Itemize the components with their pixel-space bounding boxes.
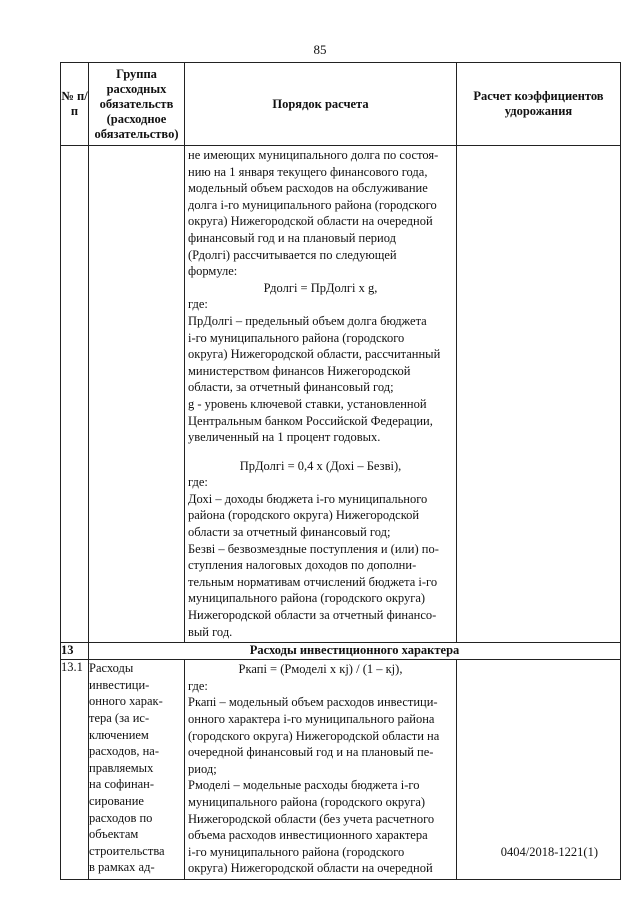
text-line: муниципального района (городского округа) xyxy=(188,591,426,606)
where-label-3: где: xyxy=(188,678,208,693)
text-line: округа) Нижегородской области, рассчитанный xyxy=(188,347,441,362)
text-line: муниципального района (городского округа) xyxy=(188,794,426,809)
text-line: Рмоделі – модельные расходы бюджета i-го xyxy=(188,778,420,793)
text-line: Дохі – доходы бюджета i-го муниципального xyxy=(188,491,428,506)
text-line: онного харак- xyxy=(89,694,163,709)
continuation-procedure-cell xyxy=(185,146,457,643)
text-line: правляемых xyxy=(89,760,154,775)
text-line: Нижегородской области (без учета расчетного xyxy=(188,811,435,826)
page-number: 85 xyxy=(313,42,327,57)
text-line: ключением xyxy=(89,727,149,742)
text-line: i-го муниципального района (городского xyxy=(188,844,405,859)
text-line: формуле: xyxy=(188,264,238,279)
section-number: 13 xyxy=(61,643,89,660)
text-line: онного характера i-го муниципального района xyxy=(188,712,435,726)
text-line: Ркапі – модельный объем расходов инвестици- xyxy=(188,695,438,710)
document-code: 0404/2018-1221(1) xyxy=(500,845,598,859)
text-line: тельным нормативам отчислений бюджета i-го xyxy=(188,574,438,589)
text-line: ступления налоговых доходов по дополни- xyxy=(188,558,417,573)
text-line: Нижегородской области за отчетный финансо- xyxy=(188,608,437,623)
text-line: вый год. xyxy=(188,624,233,639)
continuation-group-cell xyxy=(89,146,185,643)
continuation-row xyxy=(61,146,621,643)
text-line: g - уровень ключевой ставки, установленной xyxy=(188,396,427,411)
text-line: строительства xyxy=(89,843,165,858)
formula-rdolg: Рдолгі = ПрДолгі x g, xyxy=(263,280,378,295)
text-line: ПрДолгі – предельный объем долга бюджета xyxy=(188,313,427,328)
row-group-cell xyxy=(89,660,185,880)
header-num: № п/п xyxy=(61,63,89,146)
text-line: в рамках ад- xyxy=(89,860,155,875)
text-line: (Рдолгі) рассчитывается по следующей xyxy=(188,247,397,262)
text-line: района (городского округа) Нижегородской xyxy=(188,508,420,523)
section-row xyxy=(61,643,621,660)
text-line: на софинан- xyxy=(89,777,155,792)
text-line: i-го муниципального района (городского xyxy=(188,330,405,345)
text-line: Расходы xyxy=(89,661,134,676)
text-line: финансовый год и на плановый период xyxy=(188,230,396,245)
continuation-num-cell xyxy=(61,146,89,643)
text-line: инвестици- xyxy=(89,677,150,692)
text-line: объектам xyxy=(89,827,139,842)
text-line: области за отчетный финансовый год; xyxy=(188,525,391,540)
text-line: тера (за ис- xyxy=(89,711,150,725)
text-line: округа) Нижегородской области на очередной xyxy=(188,861,433,876)
text-line: расходов по xyxy=(89,810,153,825)
text-line: объема расходов инвестиционного характера xyxy=(188,828,428,843)
text-line: сирование xyxy=(89,793,144,808)
where-label-2: где: xyxy=(188,475,208,490)
formula-prdolg: ПрДолгі = 0,4 x (Дохі – Безві), xyxy=(239,458,402,473)
text-line: Центральным банком Российской Федерации, xyxy=(188,413,433,428)
text-line: очередной финансовый год и на плановый пе- xyxy=(188,745,434,760)
where-label-1: где: xyxy=(188,297,208,312)
table-header-row xyxy=(61,63,621,146)
text-line: нию на 1 января текущего финансового года, xyxy=(188,164,428,179)
text-line: модельный объем расходов на обслуживание xyxy=(188,181,428,196)
text-line: расходов, на- xyxy=(89,744,160,759)
calculation-table xyxy=(60,62,621,880)
header-procedure: Порядок расчета xyxy=(185,63,457,146)
continuation-coefficient-cell xyxy=(457,146,621,643)
text-line: риод; xyxy=(188,761,217,776)
continuation-text xyxy=(188,147,453,280)
definitions-3 xyxy=(188,694,453,877)
text-line: долга i-го муниципального района (городского xyxy=(188,197,437,212)
group-text xyxy=(89,660,184,876)
text-line: (городского округа) Нижегородской области на xyxy=(188,728,440,743)
text-line: не имеющих муниципального долга по состоя- xyxy=(188,148,439,162)
section-title: Расходы инвестиционного характера xyxy=(89,643,621,660)
row-procedure-cell xyxy=(185,660,457,880)
text-line: Безві – безвозмездные поступления и (или) по- xyxy=(188,541,439,556)
formula-rkap: Ркапі = (Рмоделі x кj) / (1 – кj), xyxy=(238,662,403,677)
text-line: увеличенный на 1 процент годовых. xyxy=(188,430,381,445)
header-coefficient: Расчет коэффициентов удорожания xyxy=(457,63,621,146)
row-number: 13.1 xyxy=(61,660,89,880)
text-line: министерством финансов Нижегородской xyxy=(188,363,411,378)
text-line: округа) Нижегородской области на очередной xyxy=(188,214,433,229)
definitions-2 xyxy=(188,491,453,640)
definitions-1 xyxy=(188,313,453,446)
header-group: Группа расходных обязательств (расходное обязательство) xyxy=(89,63,185,146)
text-line: области, за отчетный финансовый год; xyxy=(188,380,394,395)
